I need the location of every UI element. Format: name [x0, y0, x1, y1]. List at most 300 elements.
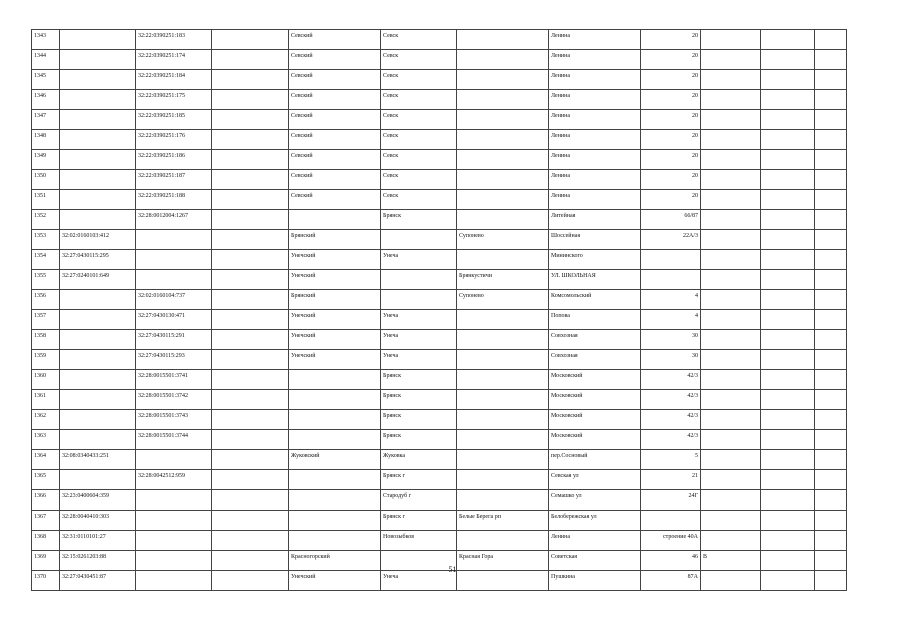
city-cell: Брянск г	[381, 511, 457, 531]
row-number: 1343	[32, 30, 60, 50]
blank-cell	[212, 190, 289, 210]
cadastral-number-b	[136, 230, 212, 250]
settlement-cell: Красная Гора	[457, 551, 549, 571]
city-cell: Брянск	[381, 370, 457, 390]
district-cell	[289, 470, 381, 490]
blank-cell	[212, 330, 289, 350]
cadastral-number-a	[60, 30, 136, 50]
row-number: 1359	[32, 350, 60, 370]
cadastral-number-a	[60, 50, 136, 70]
district-cell: Унечский	[289, 330, 381, 350]
blank-cell	[212, 90, 289, 110]
city-cell: Севск	[381, 170, 457, 190]
cadastral-number-a: 32:08:0340433:251	[60, 450, 136, 470]
district-cell	[289, 210, 381, 230]
table-row	[32, 531, 847, 551]
table-row	[32, 350, 847, 370]
building-cell	[701, 110, 761, 130]
cadastral-number-b	[136, 490, 212, 511]
table-row	[32, 230, 847, 250]
table-row	[32, 90, 847, 110]
extra-cell	[761, 110, 815, 130]
cadastral-number-a	[60, 150, 136, 170]
extra-cell	[761, 511, 815, 531]
row-number: 1362	[32, 410, 60, 430]
cadastral-number-b: 32:28:0012004:1267	[136, 210, 212, 230]
building-cell	[701, 90, 761, 110]
blank-cell	[212, 511, 289, 531]
street-cell: Севская ул	[549, 470, 641, 490]
extra-cell-2	[815, 210, 847, 230]
settlement-cell	[457, 410, 549, 430]
extra-cell-2	[815, 250, 847, 270]
cadastral-number-a: 32:27:0430115:295	[60, 250, 136, 270]
table-row	[32, 390, 847, 410]
cadastral-number-a	[60, 370, 136, 390]
cadastral-number-a	[60, 430, 136, 450]
city-cell: Брянск	[381, 410, 457, 430]
settlement-cell	[457, 531, 549, 551]
house-cell: 42/3	[641, 390, 701, 410]
cadastral-number-b: 32:28:0015501:3742	[136, 390, 212, 410]
district-cell: Севский	[289, 150, 381, 170]
settlement-cell	[457, 90, 549, 110]
street-cell: Совхозная	[549, 330, 641, 350]
extra-cell-2	[815, 511, 847, 531]
street-cell: Семашко ул	[549, 490, 641, 511]
city-cell: Унеча	[381, 330, 457, 350]
house-cell: 66/87	[641, 210, 701, 230]
extra-cell-2	[815, 230, 847, 250]
city-cell: Унеча	[381, 310, 457, 330]
table-row	[32, 210, 847, 230]
table-row	[32, 190, 847, 210]
street-cell: Комсомольский	[549, 290, 641, 310]
extra-cell	[761, 490, 815, 511]
cadastral-number-a	[60, 170, 136, 190]
street-cell: УЛ. ШКОЛЬНАЯ	[549, 270, 641, 290]
settlement-cell	[457, 310, 549, 330]
blank-cell	[212, 30, 289, 50]
house-cell	[641, 270, 701, 290]
blank-cell	[212, 390, 289, 410]
building-cell	[701, 130, 761, 150]
district-cell: Унечский	[289, 270, 381, 290]
cadastral-number-a	[60, 330, 136, 350]
building-cell	[701, 511, 761, 531]
house-cell: строение 40А	[641, 531, 701, 551]
street-cell: Литейная	[549, 210, 641, 230]
extra-cell	[761, 250, 815, 270]
settlement-cell: Супонево	[457, 230, 549, 250]
extra-cell-2	[815, 70, 847, 90]
row-number: 1364	[32, 450, 60, 470]
street-cell: Ленина	[549, 110, 641, 130]
cadastral-number-b	[136, 250, 212, 270]
extra-cell	[761, 470, 815, 490]
street-cell: Белобережская ул	[549, 511, 641, 531]
blank-cell	[212, 490, 289, 511]
row-number: 1361	[32, 390, 60, 410]
street-cell: Ленина	[549, 170, 641, 190]
city-cell: Севск	[381, 30, 457, 50]
city-cell: Севск	[381, 110, 457, 130]
cadastral-number-a	[60, 70, 136, 90]
blank-cell	[212, 310, 289, 330]
extra-cell-2	[815, 470, 847, 490]
city-cell: Унеча	[381, 250, 457, 270]
table-row	[32, 50, 847, 70]
cadastral-number-a	[60, 90, 136, 110]
extra-cell	[761, 70, 815, 90]
house-cell: 20	[641, 90, 701, 110]
district-cell: Брянский	[289, 290, 381, 310]
city-cell: Севск	[381, 90, 457, 110]
house-cell: 20	[641, 190, 701, 210]
table-row	[32, 290, 847, 310]
row-number: 1351	[32, 190, 60, 210]
row-number: 1360	[32, 370, 60, 390]
cadastral-number-b: 32:27:0430115:293	[136, 350, 212, 370]
house-cell: 30	[641, 350, 701, 370]
building-cell	[701, 370, 761, 390]
blank-cell	[212, 450, 289, 470]
house-cell: 46	[641, 551, 701, 571]
cadastral-number-a: 32:31:0110101:27	[60, 531, 136, 551]
street-cell: Ленина	[549, 30, 641, 50]
cadastral-number-a: 32:23:0400604:359	[60, 490, 136, 511]
blank-cell	[212, 210, 289, 230]
extra-cell	[761, 30, 815, 50]
blank-cell	[212, 150, 289, 170]
building-cell	[701, 330, 761, 350]
district-cell: Севский	[289, 170, 381, 190]
row-number: 1367	[32, 511, 60, 531]
district-cell	[289, 511, 381, 531]
house-cell: 87А	[641, 571, 701, 591]
building-cell	[701, 390, 761, 410]
house-cell	[641, 511, 701, 531]
extra-cell-2	[815, 350, 847, 370]
cadastral-number-a	[60, 470, 136, 490]
row-number: 1358	[32, 330, 60, 350]
row-number: 1366	[32, 490, 60, 511]
extra-cell	[761, 150, 815, 170]
district-cell: Унечский	[289, 571, 381, 591]
street-cell: пер.Сосновый	[549, 450, 641, 470]
settlement-cell	[457, 210, 549, 230]
district-cell	[289, 490, 381, 511]
row-number: 1355	[32, 270, 60, 290]
street-cell: Пушкина	[549, 571, 641, 591]
city-cell: Севск	[381, 130, 457, 150]
city-cell: Стародуб г	[381, 490, 457, 511]
city-cell: Брянск	[381, 390, 457, 410]
settlement-cell	[457, 50, 549, 70]
district-cell	[289, 370, 381, 390]
row-number: 1368	[32, 531, 60, 551]
street-cell: Попова	[549, 310, 641, 330]
blank-cell	[212, 230, 289, 250]
extra-cell-2	[815, 90, 847, 110]
cadastral-number-a: 32:27:0430451:87	[60, 571, 136, 591]
extra-cell	[761, 330, 815, 350]
street-cell: Советская	[549, 551, 641, 571]
extra-cell	[761, 390, 815, 410]
extra-cell	[761, 370, 815, 390]
extra-cell-2	[815, 330, 847, 350]
street-cell: Московский	[549, 390, 641, 410]
table-row	[32, 450, 847, 470]
street-cell: Ленина	[549, 150, 641, 170]
house-cell: 42/3	[641, 370, 701, 390]
district-cell: Севский	[289, 190, 381, 210]
building-cell	[701, 470, 761, 490]
district-cell: Севский	[289, 110, 381, 130]
extra-cell-2	[815, 430, 847, 450]
district-cell: Брянский	[289, 230, 381, 250]
table-body	[32, 30, 847, 591]
house-cell: 22А/3	[641, 230, 701, 250]
settlement-cell	[457, 250, 549, 270]
cadastral-number-a	[60, 190, 136, 210]
building-cell	[701, 531, 761, 551]
building-cell	[701, 350, 761, 370]
building-cell	[701, 450, 761, 470]
district-cell	[289, 531, 381, 551]
building-cell	[701, 50, 761, 70]
city-cell: Унеча	[381, 350, 457, 370]
district-cell: Унечский	[289, 350, 381, 370]
building-cell	[701, 250, 761, 270]
row-number: 1353	[32, 230, 60, 250]
extra-cell-2	[815, 310, 847, 330]
extra-cell	[761, 50, 815, 70]
blank-cell	[212, 70, 289, 90]
extra-cell-2	[815, 490, 847, 511]
city-cell: Брянск	[381, 210, 457, 230]
building-cell	[701, 190, 761, 210]
district-cell: Жуковский	[289, 450, 381, 470]
row-number: 1363	[32, 430, 60, 450]
table-row	[32, 110, 847, 130]
row-number: 1365	[32, 470, 60, 490]
cadastral-number-b: 32:22:0390251:183	[136, 30, 212, 50]
blank-cell	[212, 350, 289, 370]
cadastral-number-b	[136, 531, 212, 551]
cadastral-number-a: 32:02:0160103:412	[60, 230, 136, 250]
cadastral-number-a: 32:27:0240101:649	[60, 270, 136, 290]
extra-cell-2	[815, 370, 847, 390]
cadastral-number-b: 32:22:0390251:186	[136, 150, 212, 170]
house-cell: 20	[641, 150, 701, 170]
extra-cell-2	[815, 150, 847, 170]
row-number: 1346	[32, 90, 60, 110]
row-number: 1356	[32, 290, 60, 310]
cadastral-number-a	[60, 110, 136, 130]
extra-cell	[761, 531, 815, 551]
cadastral-number-b: 32:22:0390251:175	[136, 90, 212, 110]
settlement-cell	[457, 430, 549, 450]
settlement-cell	[457, 370, 549, 390]
table-row	[32, 310, 847, 330]
house-cell: 42/3	[641, 410, 701, 430]
cadastral-number-a	[60, 410, 136, 430]
blank-cell	[212, 250, 289, 270]
blank-cell	[212, 130, 289, 150]
building-cell	[701, 270, 761, 290]
house-cell: 20	[641, 110, 701, 130]
district-cell	[289, 410, 381, 430]
extra-cell-2	[815, 290, 847, 310]
district-cell	[289, 390, 381, 410]
house-cell: 20	[641, 70, 701, 90]
row-number: 1354	[32, 250, 60, 270]
building-cell	[701, 290, 761, 310]
blank-cell	[212, 430, 289, 450]
extra-cell	[761, 270, 815, 290]
extra-cell-2	[815, 190, 847, 210]
cadastral-number-a	[60, 350, 136, 370]
page-number: 51	[448, 565, 457, 574]
city-cell: Жуковка	[381, 450, 457, 470]
extra-cell	[761, 230, 815, 250]
building-cell	[701, 70, 761, 90]
building-cell	[701, 310, 761, 330]
table-row	[32, 490, 847, 511]
street-cell: Совхозная	[549, 350, 641, 370]
table-row	[32, 130, 847, 150]
street-cell: Шоссейная	[549, 230, 641, 250]
table-row	[32, 330, 847, 350]
extra-cell	[761, 170, 815, 190]
blank-cell	[212, 470, 289, 490]
cadastral-number-b	[136, 450, 212, 470]
house-cell: 20	[641, 50, 701, 70]
settlement-cell	[457, 170, 549, 190]
extra-cell	[761, 190, 815, 210]
house-cell: 20	[641, 130, 701, 150]
street-cell: Ленина	[549, 190, 641, 210]
extra-cell	[761, 130, 815, 150]
table-row	[32, 150, 847, 170]
city-cell	[381, 270, 457, 290]
cadastral-number-b: 32:28:0042512:959	[136, 470, 212, 490]
house-cell: 20	[641, 30, 701, 50]
house-cell: 20	[641, 170, 701, 190]
cadastral-number-b: 32:22:0390251:188	[136, 190, 212, 210]
blank-cell	[212, 290, 289, 310]
cadastral-number-b: 32:27:0430130:471	[136, 310, 212, 330]
city-cell: Севск	[381, 50, 457, 70]
building-cell	[701, 230, 761, 250]
settlement-cell	[457, 350, 549, 370]
settlement-cell	[457, 150, 549, 170]
row-number: 1344	[32, 50, 60, 70]
extra-cell-2	[815, 450, 847, 470]
settlement-cell	[457, 470, 549, 490]
row-number: 1348	[32, 130, 60, 150]
extra-cell-2	[815, 30, 847, 50]
settlement-cell	[457, 390, 549, 410]
house-cell: 4	[641, 290, 701, 310]
city-cell: Севск	[381, 70, 457, 90]
house-cell: 5	[641, 450, 701, 470]
street-cell: Ленина	[549, 130, 641, 150]
blank-cell	[212, 50, 289, 70]
extra-cell-2	[815, 270, 847, 290]
table-row	[32, 370, 847, 390]
cadastral-number-b: 32:27:0430115:291	[136, 330, 212, 350]
settlement-cell: Белые Берега рп	[457, 511, 549, 531]
blank-cell	[212, 270, 289, 290]
settlement-cell	[457, 490, 549, 511]
building-cell: В	[701, 551, 761, 571]
table-row	[32, 470, 847, 490]
city-cell	[381, 290, 457, 310]
street-cell: Московский	[549, 430, 641, 450]
register-table	[31, 29, 847, 591]
cadastral-number-b: 32:22:0390251:185	[136, 110, 212, 130]
building-cell	[701, 30, 761, 50]
house-cell: 42/3	[641, 430, 701, 450]
row-number: 1357	[32, 310, 60, 330]
extra-cell-2	[815, 110, 847, 130]
extra-cell	[761, 210, 815, 230]
district-cell: Севский	[289, 70, 381, 90]
cadastral-number-a	[60, 390, 136, 410]
extra-cell-2	[815, 531, 847, 551]
cadastral-number-b: 32:22:0390251:176	[136, 130, 212, 150]
table-row	[32, 410, 847, 430]
row-number: 1350	[32, 170, 60, 190]
settlement-cell	[457, 450, 549, 470]
extra-cell-2	[815, 130, 847, 150]
district-cell: Унечский	[289, 310, 381, 330]
city-cell: Новозыбков	[381, 531, 457, 551]
settlement-cell: Брянкустичи	[457, 270, 549, 290]
cadastral-number-b: 32:22:0390251:174	[136, 50, 212, 70]
cadastral-number-a	[60, 290, 136, 310]
extra-cell	[761, 410, 815, 430]
table-row	[32, 70, 847, 90]
city-cell: Унеча	[381, 571, 457, 591]
cadastral-number-b: 32:28:0015501:3743	[136, 410, 212, 430]
extra-cell	[761, 290, 815, 310]
district-cell: Севский	[289, 130, 381, 150]
city-cell: Севск	[381, 190, 457, 210]
building-cell	[701, 410, 761, 430]
district-cell: Унечский	[289, 250, 381, 270]
settlement-cell	[457, 70, 549, 90]
city-cell: Брянск г	[381, 470, 457, 490]
cadastral-number-b: 32:28:0015501:3741	[136, 370, 212, 390]
blank-cell	[212, 370, 289, 390]
blank-cell	[212, 110, 289, 130]
row-number: 1369	[32, 551, 60, 571]
cadastral-number-b: 32:22:0390251:187	[136, 170, 212, 190]
city-cell	[381, 230, 457, 250]
house-cell: 24Г	[641, 490, 701, 511]
street-cell: Московский	[549, 370, 641, 390]
house-cell: 30	[641, 330, 701, 350]
extra-cell-2	[815, 390, 847, 410]
building-cell	[701, 430, 761, 450]
street-cell: Ленина	[549, 50, 641, 70]
extra-cell-2	[815, 170, 847, 190]
settlement-cell: Супонево	[457, 290, 549, 310]
blank-cell	[212, 170, 289, 190]
